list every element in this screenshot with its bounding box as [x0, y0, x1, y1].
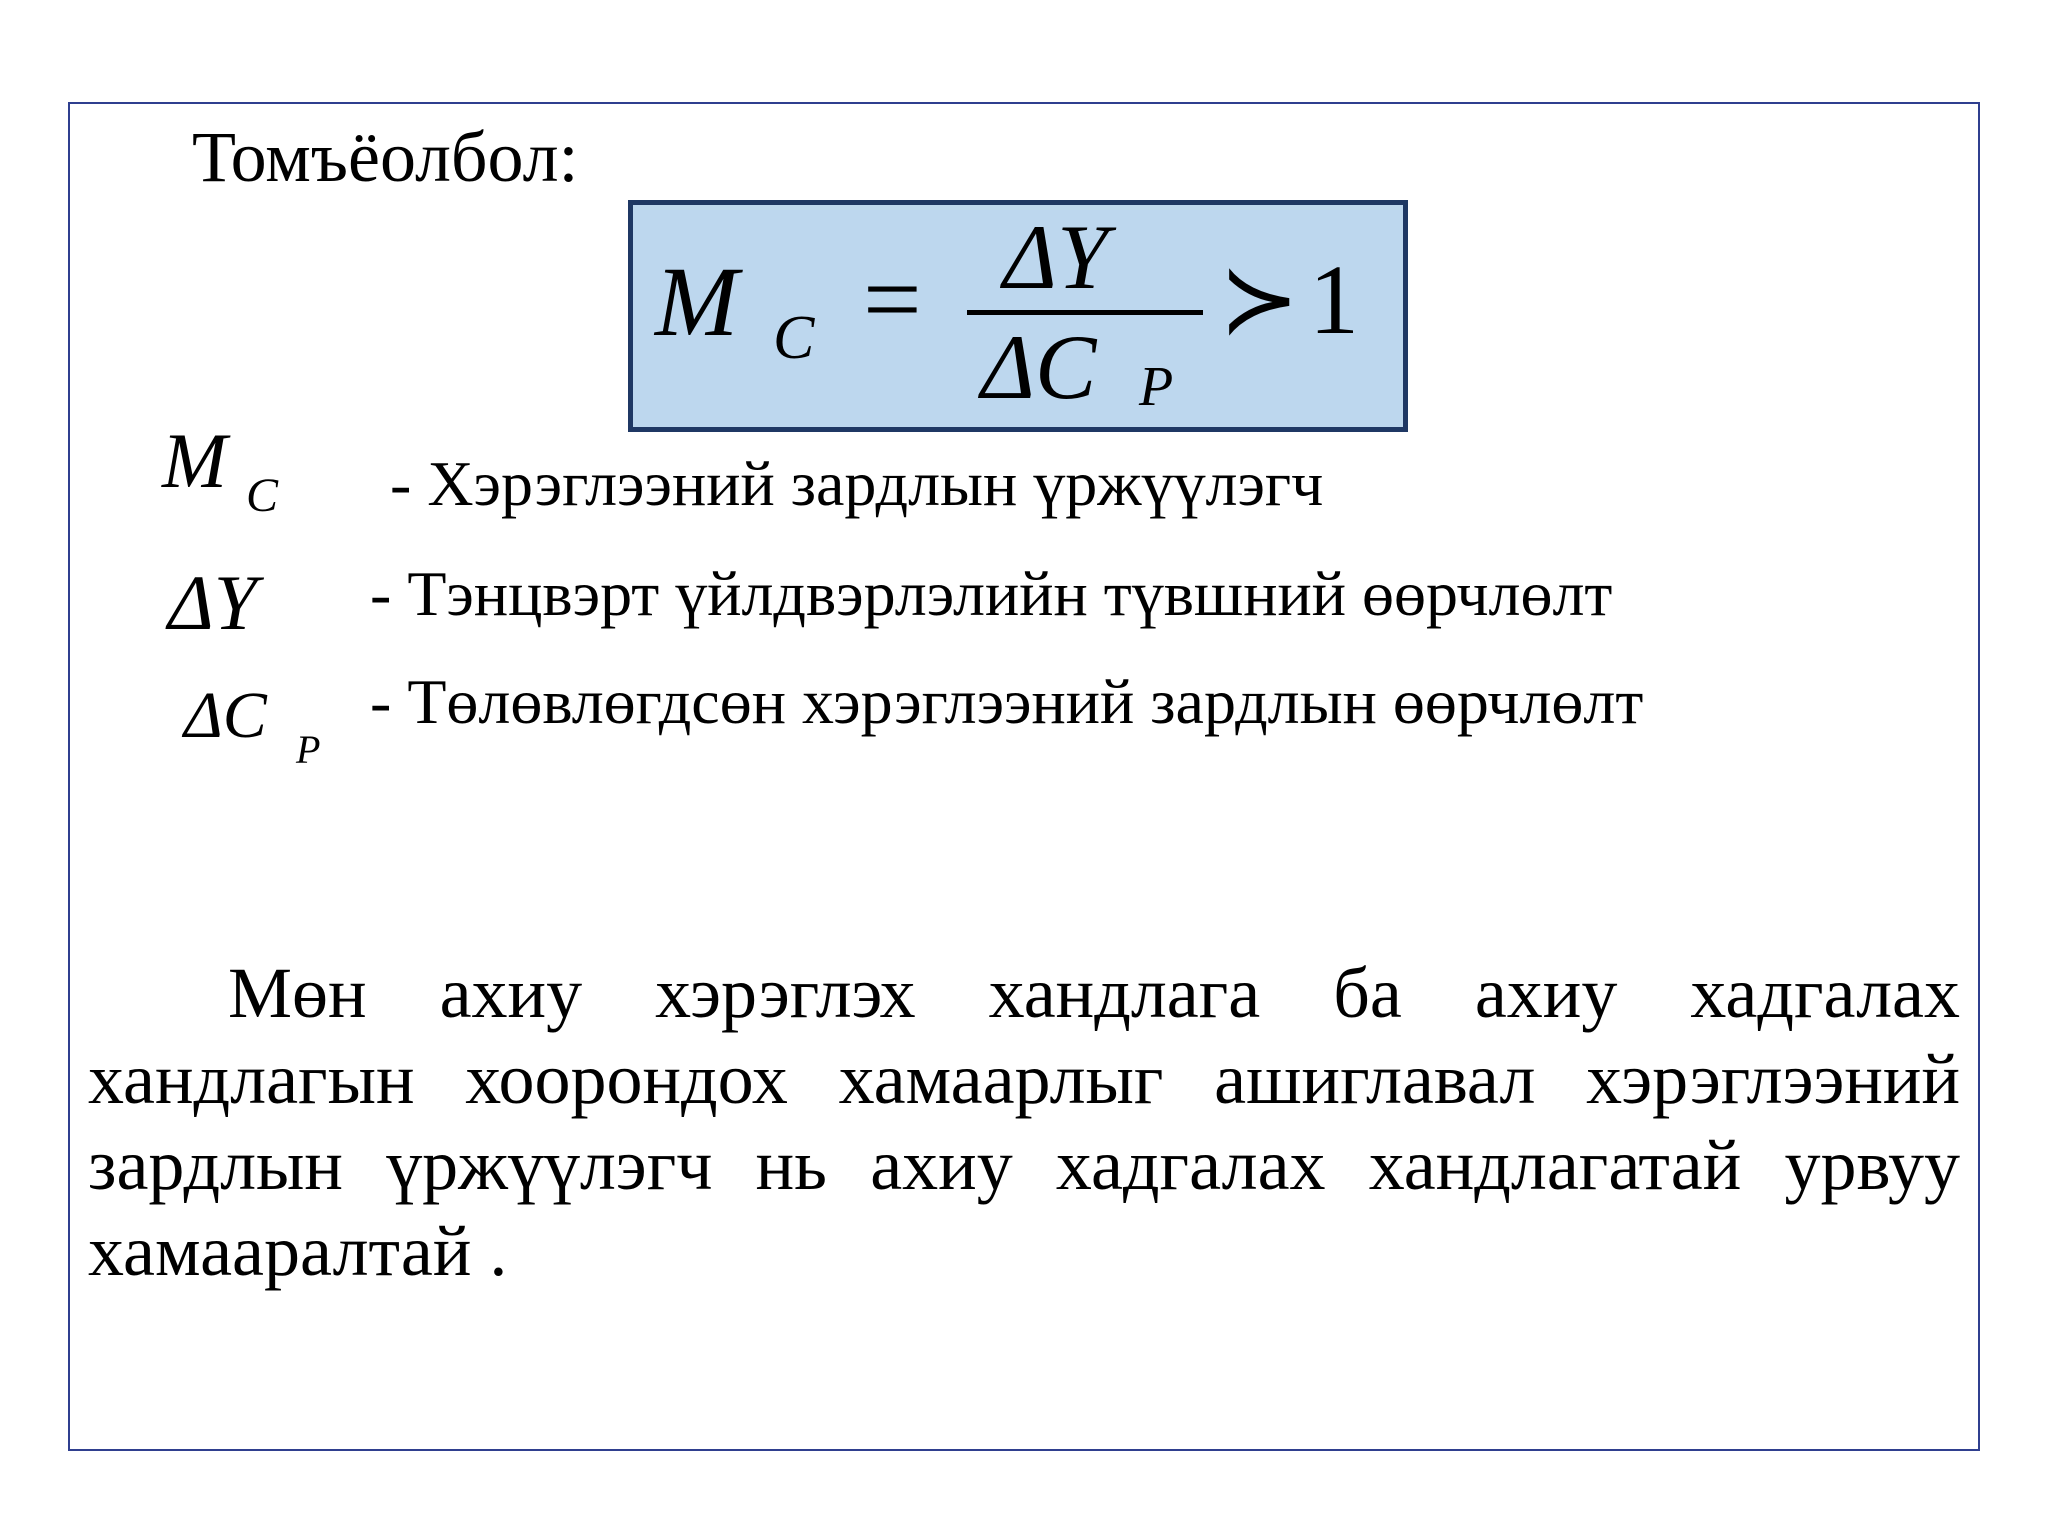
slide-title: Томъёолбол: [192, 117, 579, 197]
formula-rhs: 1 [1309, 244, 1359, 355]
fraction-line [967, 310, 1203, 315]
definition-symbol-mc: M [162, 417, 227, 504]
definition-symbol-dy: ΔY [168, 559, 258, 646]
formula-numerator: ΔY [1003, 206, 1109, 308]
definition-text-mc: - Хэрэглээний зардлын үржүүлэгч [390, 448, 1324, 519]
formula-lhs: M [655, 246, 739, 357]
definition-text-dy: - Тэнцвэрт үйлдвэрлэлийн түвшний өөрчлөлт [370, 558, 1613, 629]
definition-symbol-dcp: ΔC [184, 679, 267, 752]
formula-denominator: ΔC [981, 316, 1097, 418]
definition-symbol-dcp-subscript: P [296, 727, 321, 772]
formula-lhs-subscript: C [773, 304, 815, 372]
explanation-paragraph: Мөн ахиу хэрэглэх хандлага ба ахиу хадгалах хандлагын хоорондох хамаарлыг ашиглавал хэрэглээний зардлын үржүүлэгч нь ахиу хадгалах хандлагатай урвуу хамааралтай . [88, 953, 1960, 1291]
formula-box [628, 200, 1408, 432]
formula-relation: ≻ [1219, 246, 1300, 353]
formula-denominator-subscript: P [1139, 356, 1174, 418]
definition-symbol-mc-subscript: C [246, 469, 279, 522]
formula-equals: = [863, 242, 922, 357]
definition-text-dcp: - Төлөвлөгдсөн хэрэглээний зардлын өөрчлөлт [370, 666, 1644, 737]
